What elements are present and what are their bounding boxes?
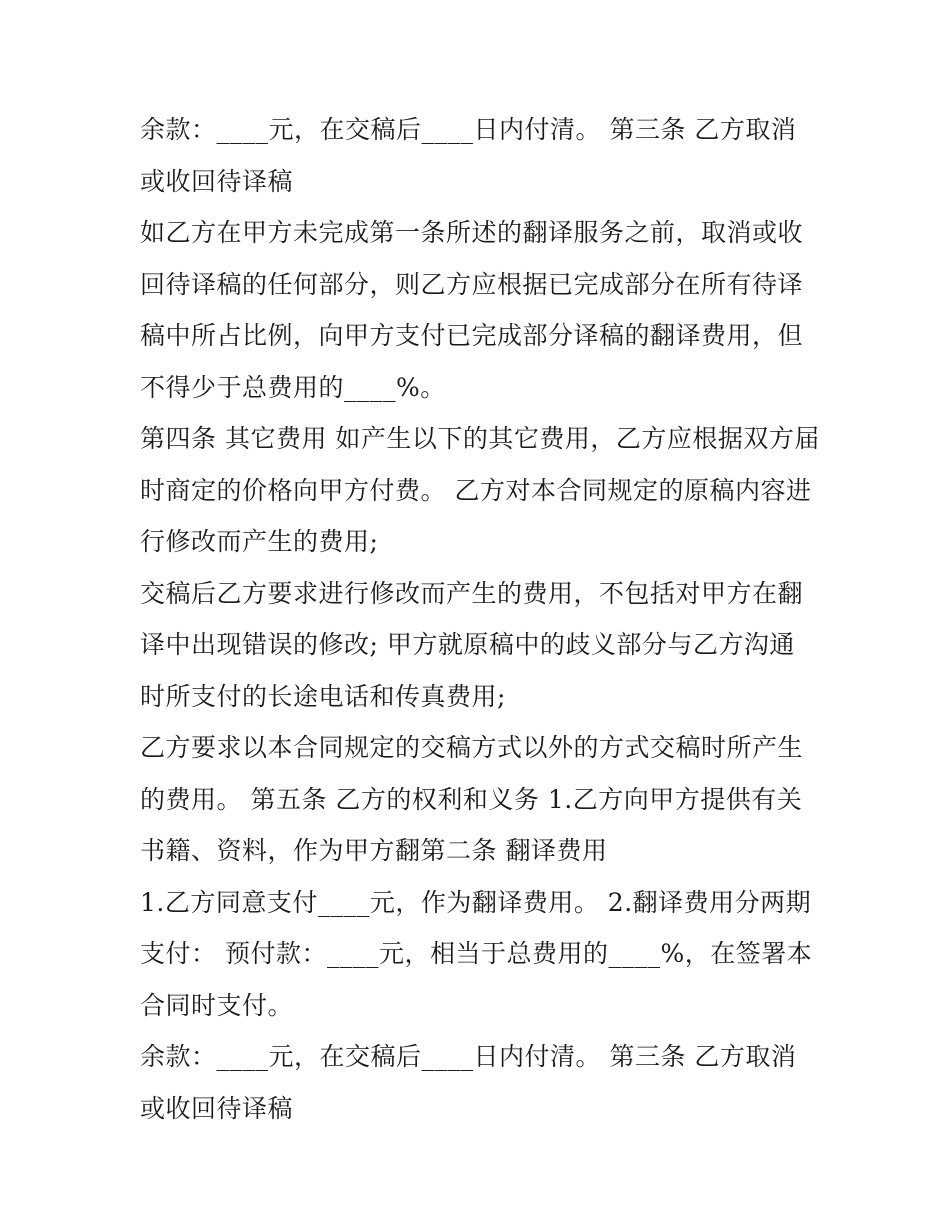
paragraph-revision-fees: 交稿后乙方要求进行修改而产生的费用，不包括对甲方在翻译中出现错误的修改; 甲方就原稿中的歧义部分与乙方沟通时所支付的长途电话和传真费用;: [140, 578, 804, 711]
paragraph-article-five-rights: 乙方要求以本合同规定的交稿方式以外的方式交稿时所产生的费用。 第五条 乙方的权利和义务 1.乙方向甲方提供有关书籍、资料，作为甲方翻第二条 翻译费用: [140, 733, 804, 865]
paragraph-balance-payment: 余款：____元，在交稿后____日内付清。 第三条 乙方取消或收回待译稿: [140, 115, 797, 196]
paragraph-article-four-other-fees: 第四条 其它费用 如产生以下的其它费用，乙方应根据双方届时商定的价格向甲方付费。 乙方对本合同规定的原稿内容进行修改而产生的费用;: [140, 424, 820, 556]
paragraph-cancellation-terms: 如乙方在甲方未完成第一条所述的翻译服务之前，取消或收回待译稿的任何部分，则乙方应根据已完成部分在所有待译稿中所占比例，向甲方支付已完成部分译稿的翻译费用，但不得少于总费用的____%。: [140, 218, 804, 402]
paragraph-balance-payment-repeat: 余款：____元，在交稿后____日内付清。 第三条 乙方取消或收回待译稿: [140, 1042, 797, 1123]
document-body: [140, 104, 820, 1134]
paragraph-translation-fee-payment: 1.乙方同意支付____元，作为翻译费用。 2.翻译费用分两期支付： 预付款：____元，相当于总费用的____%，在签署本合同时支付。: [140, 887, 813, 1020]
